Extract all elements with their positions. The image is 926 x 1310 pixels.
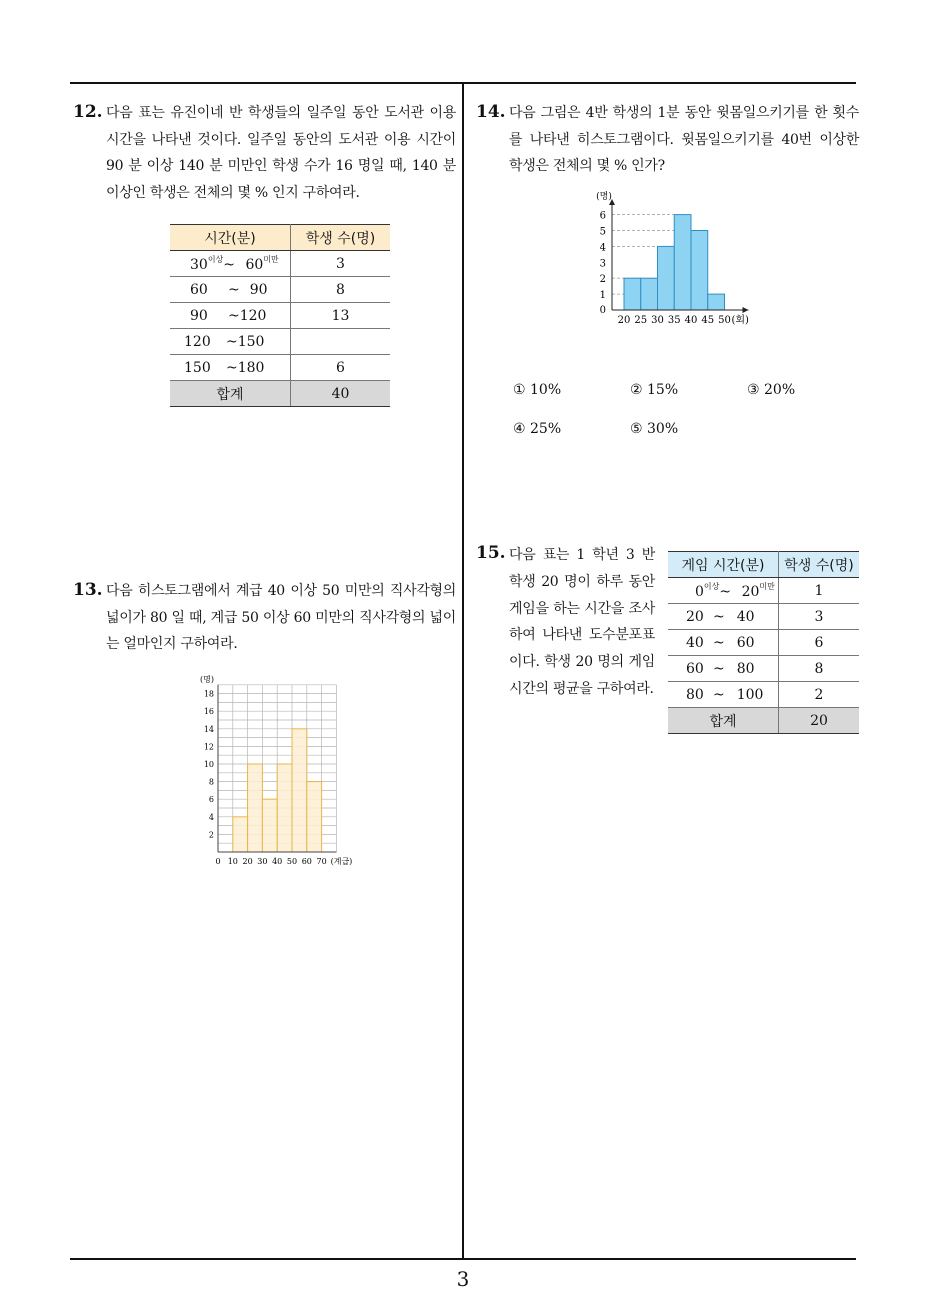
interval-from: 60 <box>686 660 704 677</box>
table-row <box>170 329 390 355</box>
problem-13 <box>73 580 458 880</box>
interval-from: 40 <box>686 634 704 651</box>
table-header-row <box>170 225 390 251</box>
interval-to: 120 <box>239 307 267 324</box>
histogram-14 <box>586 192 786 327</box>
y-tick-label: 12 <box>203 742 214 752</box>
histogram-bar <box>248 764 263 852</box>
histogram-bar <box>658 246 675 310</box>
y-tick-label: 6 <box>208 795 214 805</box>
y-tick-label: 8 <box>208 777 214 787</box>
interval-to: 20 <box>741 584 760 600</box>
row-count: 13 <box>291 303 391 329</box>
histogram-13 <box>200 672 380 877</box>
interval-to: 90 <box>249 281 268 298</box>
table-row <box>170 251 390 277</box>
y-tick-label: 4 <box>208 812 214 822</box>
y-tick-label: 5 <box>599 226 606 238</box>
histogram-bar <box>641 278 658 310</box>
table-row <box>668 656 859 682</box>
row-count: 2 <box>779 682 860 708</box>
problem-12-text: 다음 표는 유진이네 반 학생들의 일주일 동안 도서관 이용 시간을 나타낸 것이다. 일주일 동안의 도서관 이용 시간이 90 분 이상 140 분 미만인 학생 수가 16 명일 때, 140 분 이상인 학생은 전체의 몇 % 인지 구하여라. <box>106 105 456 201</box>
y-tick-label: 18 <box>203 689 214 699</box>
interval-from: 20 <box>686 608 704 625</box>
row-interval <box>668 682 779 708</box>
x-tick-label: 20 <box>617 315 631 326</box>
interval-sep: ~ <box>226 359 238 376</box>
histogram-bar <box>674 215 691 310</box>
table-total-row <box>668 708 859 734</box>
row-interval <box>170 303 291 329</box>
interval-from: 150 <box>184 359 211 376</box>
interval-sep: ~ <box>713 608 725 625</box>
sup-inclusive: 이상 <box>703 582 720 591</box>
y-tick-label: 10 <box>203 760 214 769</box>
total-label: 합계 <box>170 381 291 407</box>
y-tick-label: 14 <box>203 724 214 734</box>
y-tick-label: 6 <box>599 210 606 222</box>
total-value: 20 <box>779 708 860 734</box>
x-tick-label: 20 <box>242 857 253 866</box>
x-axis-label: (계급) <box>330 857 353 866</box>
column-divider <box>462 83 464 1259</box>
row-interval <box>170 251 291 277</box>
x-tick-label: 40 <box>684 315 698 326</box>
choice-5[interactable]: ⑤ 30% <box>630 421 679 437</box>
table-row <box>170 303 390 329</box>
x-tick-label: 70 <box>316 857 327 866</box>
row-count: 3 <box>779 604 860 630</box>
histogram-bar <box>691 231 708 311</box>
table-row <box>668 578 859 604</box>
row-count <box>291 329 391 355</box>
problem-15-table <box>668 551 859 734</box>
row-count: 6 <box>779 630 860 656</box>
histogram-bar <box>262 799 277 852</box>
interval-sep: ~ <box>719 584 732 600</box>
x-axis-label: (회) <box>731 315 749 326</box>
row-count: 6 <box>291 355 391 381</box>
histogram-bar <box>307 782 322 852</box>
problem-12 <box>73 102 458 422</box>
row-count: 1 <box>779 578 860 604</box>
sup-exclusive: 미만 <box>263 255 279 264</box>
y-tick-label: 2 <box>599 274 606 286</box>
y-tick-label: 3 <box>599 258 606 270</box>
header-time: 시간(분) <box>170 225 291 251</box>
bottom-rule <box>70 1258 856 1260</box>
y-tick-label: 1 <box>599 290 606 302</box>
interval-to: 60 <box>245 257 264 273</box>
interval-sep: ~ <box>713 686 725 703</box>
histogram-bar <box>292 729 307 852</box>
interval-sep: ~ <box>223 257 236 273</box>
x-tick-label: 50 <box>718 315 731 326</box>
x-tick-label: 10 <box>227 857 238 866</box>
x-tick-label: 30 <box>257 857 268 866</box>
interval-to: 100 <box>736 686 764 703</box>
problem-13-number: 13. <box>73 580 103 600</box>
table-row <box>668 604 859 630</box>
table-header-row <box>668 552 859 578</box>
problem-12-number: 12. <box>73 102 103 122</box>
interval-to: 150 <box>237 333 265 350</box>
row-interval <box>170 355 291 381</box>
problem-14-text: 다음 그림은 4반 학생의 1분 동안 윗몸일으키기를 한 횟수를 나타낸 히스토그램이다. 윗몸일으키기를 40번 이상한 학생은 전체의 몇 % 인가? <box>509 105 859 174</box>
x-tick-label: 25 <box>634 315 648 326</box>
header-count: 학생 수(명) <box>291 225 391 251</box>
row-interval <box>170 277 291 303</box>
interval-to: 60 <box>736 634 755 651</box>
choice-2[interactable]: ② 15% <box>630 382 679 398</box>
header-count: 학생 수(명) <box>779 552 860 578</box>
histogram-bar <box>233 817 248 852</box>
x-tick-label: 45 <box>701 315 715 326</box>
problem-15 <box>476 543 861 743</box>
interval-from: 120 <box>184 333 211 350</box>
page-number: 3 <box>456 1267 470 1291</box>
sup-inclusive: 이상 <box>207 255 224 264</box>
y-axis-label: (명) <box>200 674 214 684</box>
interval-from: 60 <box>190 281 208 298</box>
x-tick-label: 60 <box>301 857 312 866</box>
histogram-bar <box>277 764 292 852</box>
problem-14-number: 14. <box>476 102 506 122</box>
table-row <box>170 277 390 303</box>
row-interval <box>668 604 779 630</box>
interval-from: 30 <box>190 257 208 273</box>
y-tick-label: 16 <box>203 707 214 717</box>
interval-sep: ~ <box>713 634 725 651</box>
interval-to: 40 <box>736 608 755 625</box>
interval-sep: ~ <box>226 333 238 350</box>
problem-15-number: 15. <box>476 543 506 563</box>
choice-4[interactable]: ④ 25% <box>513 421 562 437</box>
row-interval <box>668 630 779 656</box>
sup-exclusive: 미만 <box>759 582 775 591</box>
row-interval <box>668 578 779 604</box>
problem-15-text: 다음 표는 1 학년 3 반 학생 20 명이 하루 동안 게임을 하는 시간을 조사하여 나타낸 도수분포표이다. 학생 20 명의 게임시간의 평균을 구하여라. <box>509 547 655 697</box>
interval-sep: ~ <box>713 660 725 677</box>
y-axis-label: (명) <box>596 192 612 203</box>
table-row <box>668 630 859 656</box>
histogram-bar <box>708 294 725 310</box>
total-value: 40 <box>291 381 391 407</box>
x-tick-label: 0 <box>215 857 221 866</box>
total-label: 합계 <box>668 708 779 734</box>
table-row <box>170 355 390 381</box>
histogram-bar <box>624 278 641 310</box>
interval-to: 180 <box>237 359 265 376</box>
choice-1[interactable]: ① 10% <box>513 382 562 398</box>
table-total-row <box>170 381 390 407</box>
x-axis-arrow <box>743 307 749 313</box>
y-tick-label: 2 <box>208 830 214 840</box>
problem-13-text: 다음 히스토그램에서 계급 40 이상 50 미만의 직사각형의 넓이가 80 일 때, 계급 50 이상 60 미만의 직사각형의 넓이는 얼마인지 구하여라. <box>106 583 456 652</box>
row-count: 8 <box>779 656 860 682</box>
x-tick-label: 30 <box>651 315 664 326</box>
problem-12-table <box>170 224 390 407</box>
interval-to: 80 <box>736 660 755 677</box>
row-count: 3 <box>291 251 391 277</box>
y-tick-label: 4 <box>599 242 606 254</box>
x-tick-label: 50 <box>286 857 298 866</box>
row-count: 8 <box>291 277 391 303</box>
interval-from: 0 <box>695 584 704 600</box>
header-game-time: 게임 시간(분) <box>668 552 779 578</box>
interval-from: 90 <box>190 307 208 324</box>
interval-from: 80 <box>686 686 704 703</box>
row-interval <box>170 329 291 355</box>
problem-14 <box>476 102 861 442</box>
table-row <box>668 682 859 708</box>
y-tick-label: 0 <box>599 305 606 316</box>
x-tick-label: 35 <box>667 315 681 326</box>
interval-sep: ~ <box>228 307 240 324</box>
choice-3[interactable]: ③ 20% <box>747 382 796 398</box>
row-interval <box>668 656 779 682</box>
interval-sep: ~ <box>228 281 240 298</box>
x-tick-label: 40 <box>272 857 283 866</box>
